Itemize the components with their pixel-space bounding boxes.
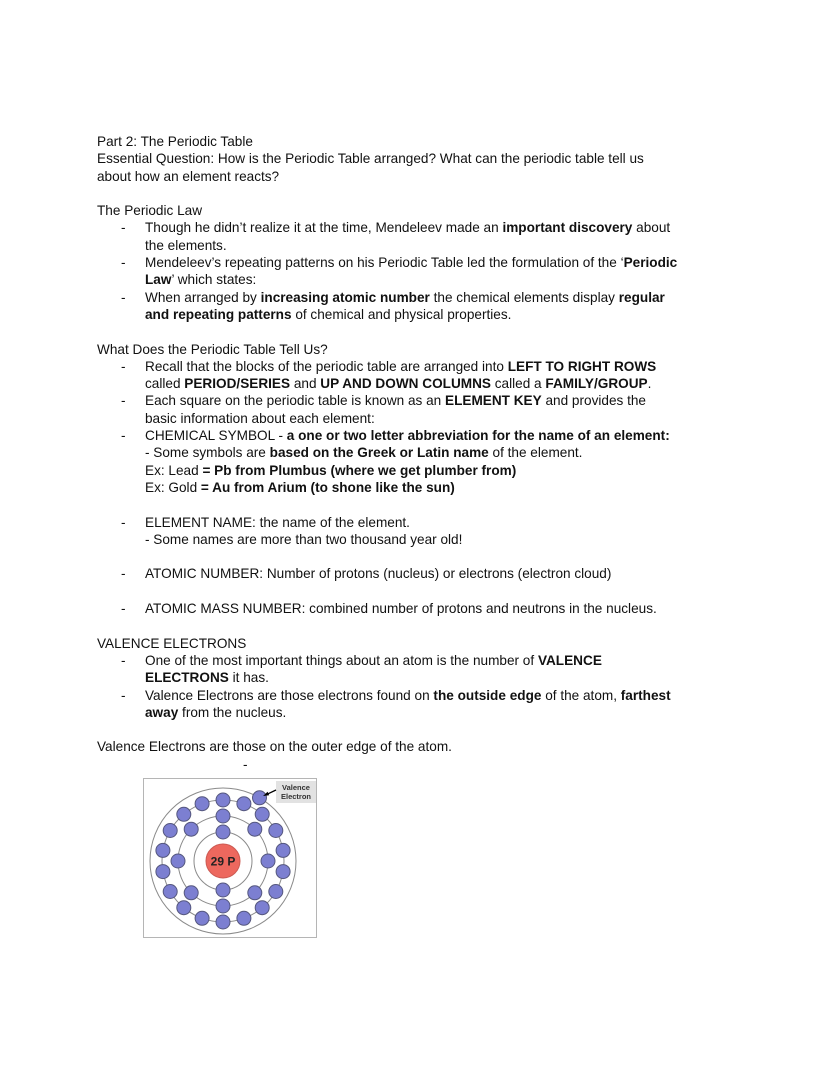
- bullet-item: [97, 427, 797, 496]
- text: ELEMENT NAME: the name of the element.: [145, 514, 410, 530]
- bold-text: Periodic: [623, 255, 678, 271]
- bold-text: regular: [618, 289, 665, 305]
- bold-text: important discovery: [502, 220, 633, 236]
- bullet-item: [97, 392, 797, 427]
- blank-line: [97, 721, 797, 738]
- bullet-line: [145, 669, 797, 686]
- bullet-content: [145, 514, 797, 549]
- bullet-marker: -: [121, 393, 126, 409]
- bullet-marker: -: [121, 566, 126, 582]
- electron-dot: [276, 865, 290, 879]
- text: When arranged by: [145, 289, 261, 305]
- blank-line: [97, 617, 797, 634]
- text: ATOMIC MASS NUMBER: combined number of protons and neutrons in the nucleus.: [145, 601, 657, 617]
- electron-dot: [261, 854, 275, 868]
- bullet-marker: -: [121, 601, 126, 617]
- electron-dot: [269, 884, 283, 898]
- bullet-marker: -: [121, 289, 126, 305]
- bullet-content: [145, 392, 797, 427]
- electron-dot: [195, 911, 209, 925]
- text: the elements.: [145, 237, 227, 253]
- blank-line: [97, 583, 797, 600]
- bullet-line: [145, 704, 797, 721]
- text: Valence Electrons are those on the outer edge of the atom.: [97, 739, 452, 755]
- bullet-marker: -: [121, 255, 126, 271]
- electron-dot: [184, 886, 198, 900]
- bullet-line: [145, 289, 797, 306]
- electron-dot: [156, 865, 170, 879]
- bold-text: the outside edge: [433, 687, 542, 703]
- text: called a: [490, 376, 546, 392]
- text: Essential Question: How is the Periodic Table arranged? What can the periodic table tell us: [97, 151, 644, 167]
- text: Each square on the periodic table is known as an: [145, 393, 446, 409]
- text-line: [97, 150, 797, 167]
- bold-text: = Pb from Plumbus (where we get plumber from): [202, 462, 517, 478]
- bullet-item: [97, 254, 797, 289]
- bullet-content: [145, 565, 797, 582]
- text: about how an element reacts?: [97, 168, 280, 184]
- bold-text: PERIOD/SERIES: [184, 376, 291, 392]
- bold-text: farthest: [620, 687, 671, 703]
- bullet-content: [145, 254, 797, 289]
- document-body: [97, 133, 797, 938]
- blank-line: [97, 548, 797, 565]
- bullet-line: [145, 237, 797, 254]
- text: the chemical elements display: [429, 289, 619, 305]
- text: Part 2: The Periodic Table: [97, 134, 253, 149]
- text: of the element.: [488, 445, 583, 461]
- bullet-line: [145, 271, 797, 288]
- bullet-line: [145, 514, 797, 531]
- bold-text: = Au from Arium (to shone like the sun): [200, 479, 455, 495]
- bullet-item: [97, 289, 797, 324]
- bullet-marker: -: [121, 220, 126, 236]
- bold-text: away: [145, 704, 179, 720]
- text-line: [97, 168, 797, 185]
- bold-text: based on the Greek or Latin name: [269, 445, 489, 461]
- text: ’ which states:: [171, 272, 257, 288]
- text: called: [145, 376, 185, 392]
- bold-text: increasing atomic number: [260, 289, 430, 305]
- valence-arrow: [268, 790, 276, 794]
- bullet-line: [145, 219, 797, 236]
- text: -: [243, 756, 248, 772]
- bold-text: FAMILY/GROUP: [545, 376, 648, 392]
- text: of the atom,: [541, 687, 621, 703]
- electron-dot: [237, 797, 251, 811]
- electron-dot: [216, 825, 230, 839]
- electron-dot: [255, 807, 269, 821]
- bold-text: LEFT TO RIGHT ROWS: [507, 358, 657, 374]
- bold-text: Law: [145, 272, 172, 288]
- bullet-line: [145, 687, 797, 704]
- text: Though he didn’t realize it at the time, Mendeleev made an: [145, 220, 503, 236]
- bold-text: ELECTRONS: [145, 670, 229, 686]
- bullet-line: [145, 375, 797, 392]
- blank-line: [97, 185, 797, 202]
- electron-dot: [184, 822, 198, 836]
- text: .: [647, 376, 652, 392]
- bullet-item: [97, 565, 797, 582]
- text: of chemical and physical properties.: [291, 306, 512, 322]
- bullet-item: [97, 219, 797, 254]
- text: The Periodic Law: [97, 203, 203, 219]
- electron-dot: [216, 809, 230, 823]
- stray-dash: [97, 756, 797, 773]
- bullet-line: [145, 410, 797, 427]
- electron-dot: [216, 915, 230, 929]
- text: One of the most important things about an atom is the number of: [145, 652, 538, 668]
- bullet-line: [145, 565, 797, 582]
- electron-dot: [248, 822, 262, 836]
- text: Recall that the blocks of the periodic table are arranged into: [145, 358, 508, 374]
- bullet-line: [145, 444, 797, 461]
- bold-text: VALENCE: [537, 652, 602, 668]
- bullet-item: [97, 652, 797, 687]
- text-line: [97, 738, 797, 755]
- bullet-marker: -: [121, 358, 126, 374]
- bullet-marker: -: [121, 652, 126, 668]
- bullet-item: [97, 600, 797, 617]
- electron-dot: [163, 884, 177, 898]
- bold-text: ELEMENT KEY: [445, 393, 542, 409]
- text: about: [632, 220, 671, 236]
- valence-label-line2: Electron: [280, 791, 312, 801]
- atom-svg: [144, 779, 316, 937]
- electron-dot: [276, 843, 290, 857]
- bullet-content: [145, 687, 797, 722]
- bullet-content: [145, 600, 797, 617]
- bullet-content: [145, 652, 797, 687]
- text: Ex: Lead: [145, 462, 203, 478]
- bold-text: UP AND DOWN COLUMNS: [320, 376, 491, 392]
- bullet-line: [145, 427, 797, 444]
- section-heading: [97, 635, 797, 652]
- text: ATOMIC NUMBER: Number of protons (nucleus) or electrons (electron cloud): [145, 566, 612, 582]
- bullet-item: [97, 358, 797, 393]
- doc-title: [97, 133, 797, 150]
- bullet-marker: -: [121, 428, 126, 444]
- electron-dot: [156, 843, 170, 857]
- nucleus-label: 29 P: [210, 854, 236, 869]
- bullet-marker: -: [121, 514, 126, 530]
- electron-dot: [255, 901, 269, 915]
- text: basic information about each element:: [145, 410, 375, 426]
- bullet-item: [97, 687, 797, 722]
- bullet-line: [145, 600, 797, 617]
- electron-dot: [177, 901, 191, 915]
- text: and provides the: [541, 393, 646, 409]
- electron-dot: [163, 823, 177, 837]
- section-heading: [97, 202, 797, 219]
- electron-dot: [253, 791, 267, 805]
- text: - Some symbols are: [145, 445, 270, 461]
- text: and: [290, 376, 321, 392]
- bold-text: and repeating patterns: [145, 306, 292, 322]
- bullet-item: [97, 514, 797, 549]
- bullet-content: [145, 289, 797, 324]
- valence-label-line1: Valence: [282, 782, 310, 792]
- electron-dot: [195, 797, 209, 811]
- electron-dot: [216, 793, 230, 807]
- blank-line: [97, 496, 797, 513]
- text: Valence Electrons are those electrons found on: [145, 687, 434, 703]
- electron-dot: [237, 911, 251, 925]
- electron-dot: [248, 886, 262, 900]
- bullet-content: [145, 219, 797, 254]
- bullet-line: [145, 479, 797, 496]
- text: Ex: Gold: [145, 479, 201, 495]
- text: CHEMICAL SYMBOL -: [145, 428, 287, 444]
- electron-dot: [269, 823, 283, 837]
- bullet-line: [145, 531, 797, 548]
- atom-figure: [143, 778, 317, 938]
- bullet-line: [145, 652, 797, 669]
- bullet-line: [145, 392, 797, 409]
- text: What Does the Periodic Table Tell Us?: [97, 341, 328, 357]
- text: VALENCE ELECTRONS: [97, 635, 247, 651]
- section-heading: [97, 341, 797, 358]
- electron-dot: [216, 883, 230, 897]
- text: from the nucleus.: [178, 704, 287, 720]
- bold-text: a one or two letter abbreviation for the name of an element:: [286, 428, 670, 444]
- electron-dot: [216, 899, 230, 913]
- bullet-content: [145, 427, 797, 496]
- bullet-line: [145, 306, 797, 323]
- bullet-marker: -: [121, 687, 126, 703]
- bullet-line: [145, 462, 797, 479]
- bullet-line: [145, 254, 797, 271]
- bullet-content: [145, 358, 797, 393]
- blank-line: [97, 323, 797, 340]
- text: - Some names are more than two thousand year old!: [145, 531, 463, 547]
- text: it has.: [228, 670, 269, 686]
- electron-dot: [171, 854, 185, 868]
- bullet-line: [145, 358, 797, 375]
- text: Mendeleev’s repeating patterns on his Periodic Table led the formulation of the ‘: [145, 255, 624, 271]
- electron-dot: [177, 807, 191, 821]
